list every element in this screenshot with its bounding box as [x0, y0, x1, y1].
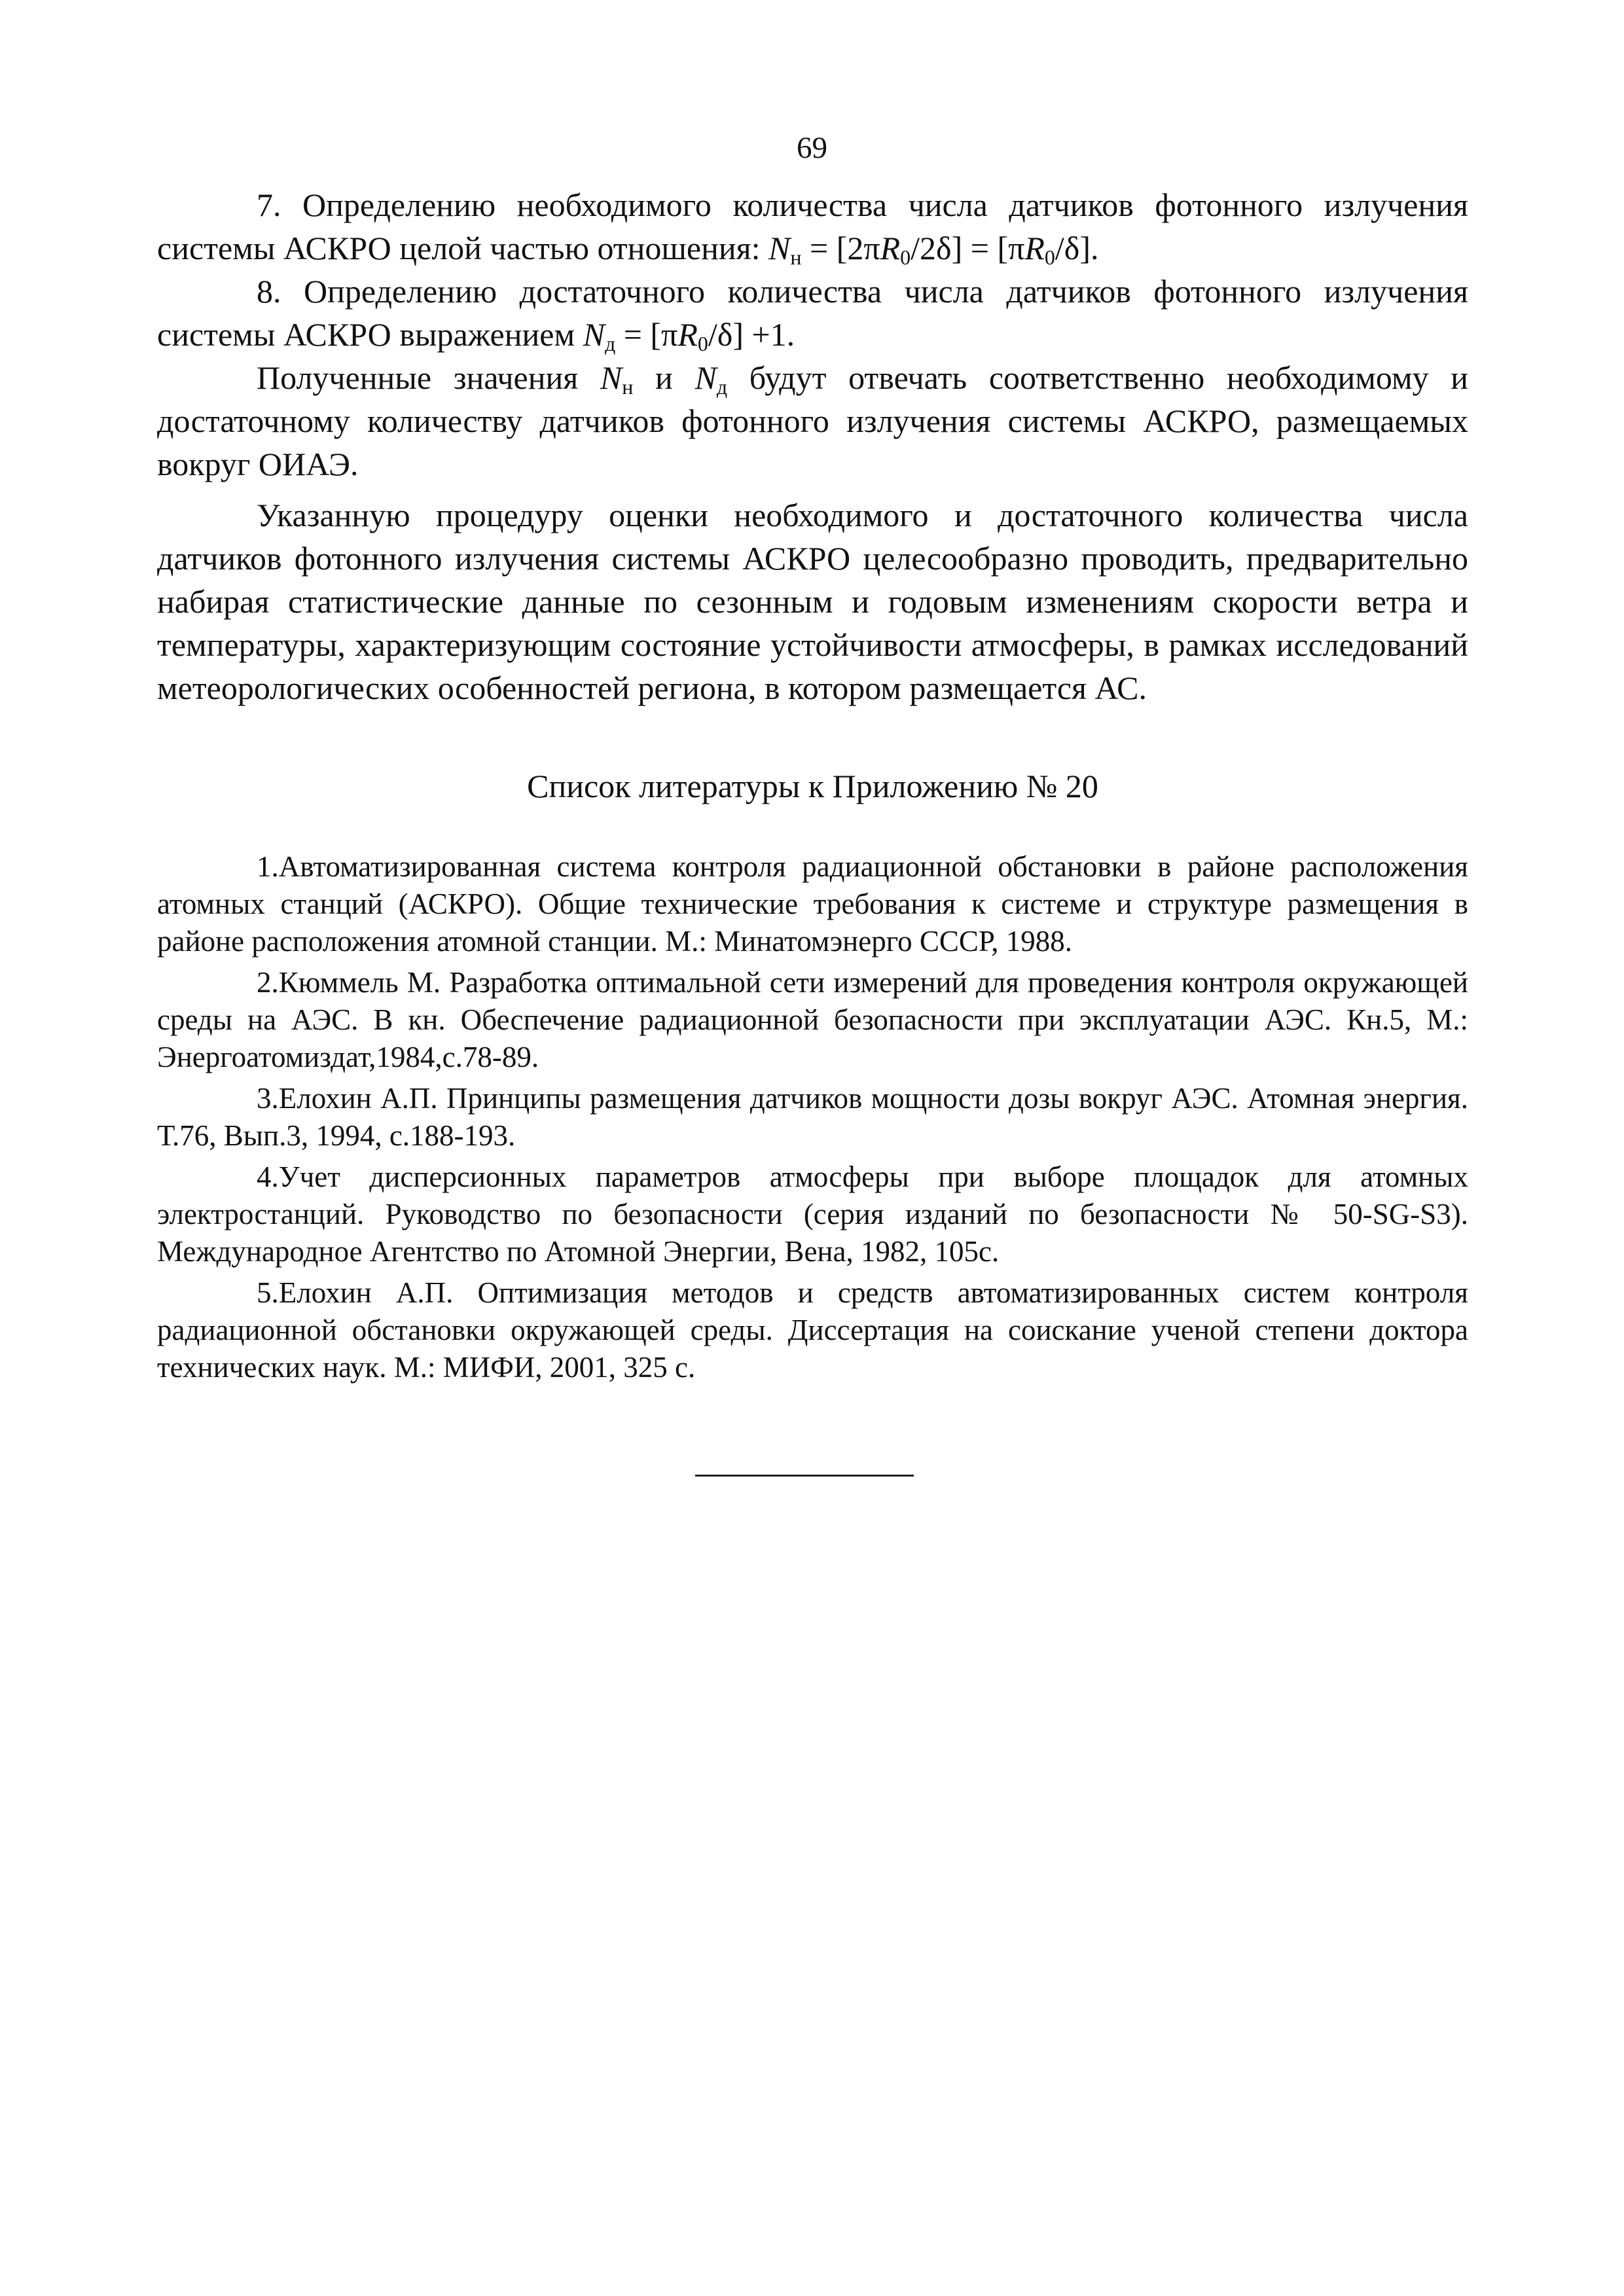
formula-necessary-count	[768, 230, 1099, 269]
paragraph-text: Полученные значения	[257, 359, 600, 396]
formula-symbol: R	[880, 230, 901, 266]
bibliography-title: Список литературы к Приложению № 20	[527, 768, 1098, 804]
paragraph-procedure: Указанную процедуру оценки необходимого и достаточного количества числа датчиков фотонного излучения системы АСКРО целесообразно проводить, предварительно набирая статистические данные по сезонным и годовым изменениям скорости ветра и температуры, характеризующим состояние устойчивости атмосферы, в рамках исследований метеорологических особенностей региона, в котором размещается АС.	[157, 497, 1468, 706]
formula-part: = [2π	[801, 230, 880, 266]
formula-symbol: R	[677, 316, 698, 353]
reference-text: Автоматизированная система контроля радиационной обстановки в районе расположения атомных станций (АСКРО). Общие технические требования к системе и структуре размещения в районе расположения атомной станции. М.: Минатомэнерго СССР, 1988.	[157, 850, 1468, 958]
formula-subscript: 0	[697, 332, 708, 355]
list-item-8-text: 8. Определению достаточного количества числа датчиков фотонного излучения системы АСКРО выражением	[157, 273, 1468, 353]
formula-part: /δ].	[1055, 230, 1099, 266]
reference-text: Елохин А.П. Принципы размещения датчиков мощности дозы вокруг АЭС. Атомная энергия. Т.76, Вып.3, 1994, с.188-193.	[157, 1082, 1468, 1152]
formula-subscript: н	[790, 245, 802, 269]
formula-part: = [π	[615, 316, 678, 353]
formula-sufficient-count	[583, 316, 795, 353]
formula-symbol: N	[695, 359, 717, 396]
reference-text: Елохин А.П. Оптимизация методов и средств автоматизированных систем контроля радиационной обстановки окружающей среды. Диссертация на соискание ученой степени доктора технических наук. М.: МИФИ, 2001, 325 с.	[157, 1276, 1468, 1384]
formula-subscript: н	[622, 375, 634, 399]
reference-item	[157, 1080, 1468, 1155]
formula-nd	[695, 359, 728, 399]
reference-number: 2.	[257, 966, 279, 999]
end-divider	[695, 1475, 914, 1477]
reference-number: 3.	[257, 1082, 279, 1115]
formula-subscript: д	[604, 332, 616, 355]
reference-text: Учет дисперсионных параметров атмосферы при выборе площадок для атомных электростанций. Руководство по безопасности (серия изданий по безопасности № 50-SG-S3). Международное Агентство по Атомной Энергии, Вена, 1982, 105с.	[157, 1160, 1468, 1268]
page-number: 69	[797, 131, 827, 165]
reference-number: 5.	[257, 1276, 279, 1309]
reference-item	[157, 1274, 1468, 1386]
paragraph-text: и	[633, 359, 695, 396]
formula-subscript: 0	[1044, 245, 1055, 269]
list-item-8	[157, 270, 1468, 356]
reference-text: Кюммель М. Разработка оптимальной сети измерений для проведения контроля окружающей среды на АЭС. В кн. Обеспечение радиационной безопасности при эксплуатации АЭС. Кн.5, М.: Энергоатомиздат,1984,с.78-89.	[157, 966, 1468, 1073]
formula-part: /δ] +1.	[708, 316, 795, 353]
formula-symbol: R	[1024, 230, 1045, 266]
formula-symbol: N	[768, 230, 791, 266]
bibliography-list	[157, 848, 1468, 1386]
list-item-7	[157, 183, 1468, 270]
document-body	[157, 183, 1468, 1390]
formula-symbol: N	[600, 359, 623, 396]
reference-item	[157, 848, 1468, 960]
paragraph-text: будут отвечать соответственно необходимому и достаточному количеству датчиков фотонного излучения системы АСКРО, размещаемых вокруг ОИАЭ.	[157, 359, 1469, 482]
reference-item	[157, 1158, 1468, 1270]
formula-subscript: 0	[900, 245, 911, 269]
reference-item	[157, 964, 1468, 1076]
formula-subscript: д	[716, 375, 728, 399]
formula-part: /2δ] = [π	[911, 230, 1025, 266]
paragraph-obtained-values	[157, 356, 1468, 486]
formula-symbol: N	[583, 316, 605, 353]
reference-number: 4.	[257, 1160, 279, 1193]
formula-nn	[600, 359, 634, 399]
list-item-7-text: 7. Определению необходимого количества числа датчиков фотонного излучения системы АСКРО целой частью отношения:	[157, 187, 1468, 266]
reference-number: 1.	[257, 850, 279, 883]
